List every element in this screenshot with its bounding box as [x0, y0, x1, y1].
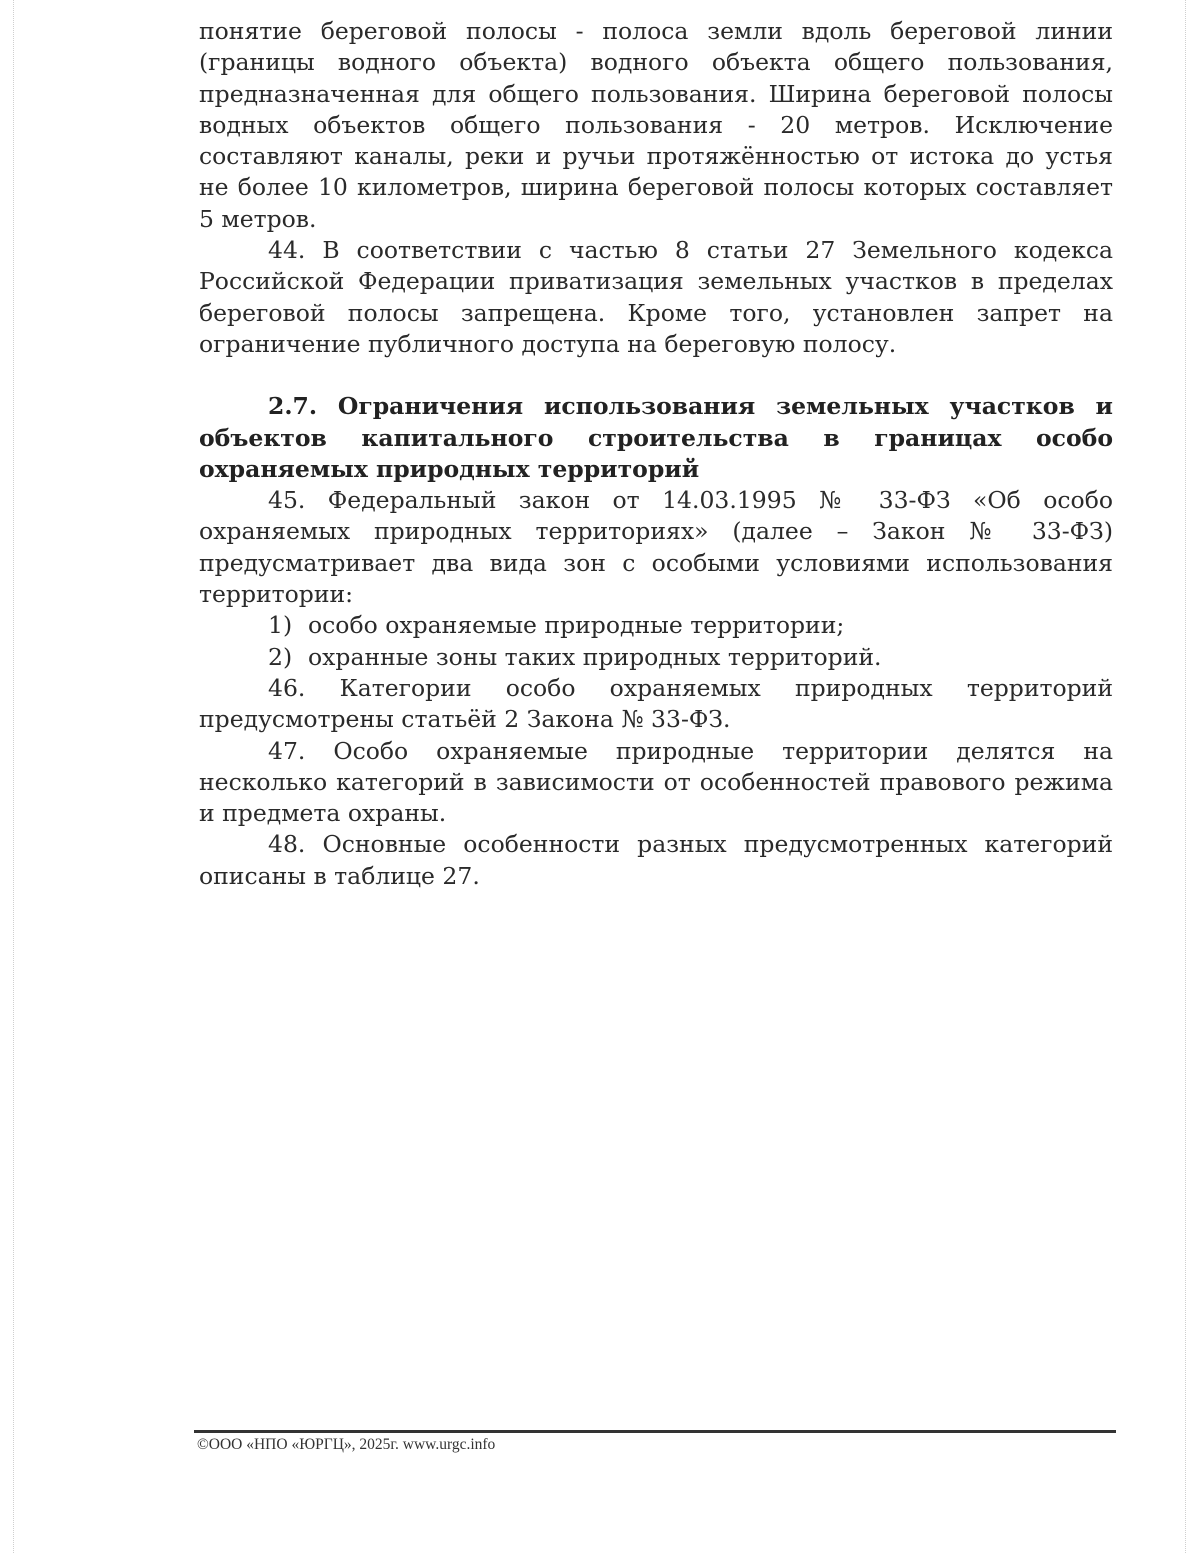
paragraph-47: 47. Особо охраняемые природные территории делятся на несколько категорий в зависимости от особенностей правового режима и предмета охраны.	[199, 736, 1113, 828]
paragraph-44: 44. В соответствии с частью 8 статьи 27 Земельного кодекса Российской Федерации приватизация земельных участков в пределах береговой полосы запрещена. Кроме того, установлен запрет на ограничение публичного доступа на береговую полосу.	[199, 236, 1113, 358]
list-item-number: 1)	[268, 611, 293, 640]
scan-edge-right	[1185, 0, 1187, 1553]
list-item-text: особо охраняемые природные территории;	[308, 611, 845, 640]
footer-divider	[194, 1430, 1116, 1433]
footer-copyright: ©ООО «НПО «ЮРГЦ», 2025г. www.urgc.info	[197, 1436, 496, 1453]
paragraph-48: 48. Основные особенности разных предусмотренных категорий описаны в таблице 27.	[199, 830, 1113, 890]
list-item-number: 2)	[268, 642, 293, 671]
list-item-text: охранные зоны таких природных территорий.	[308, 642, 882, 671]
paragraph-continuation: понятие береговой полосы - полоса земли вдоль береговой линии (границы водного объекта) водного объекта общего пользования, предназначенная для общего пользования. Ширина береговой полосы водных объектов общего пользования - 20 метров. Исключение составляют каналы, реки и ручьи протяжённостью от истока до устья не более 10 километров, ширина береговой полосы которых составляет 5 метров.	[199, 17, 1113, 233]
section-heading: 2.7. Ограничения использования земельных участков и объектов капитального строительства в границах особо охраняемых природных территорий	[199, 392, 1113, 483]
paragraph-45: 45. Федеральный закон от 14.03.1995 № 33-ФЗ «Об особо охраняемых природных территориях» (далее – Закон № 33-ФЗ) предусматривает два вида зон с особыми условиями использования территории:	[199, 486, 1113, 609]
list-item	[199, 610, 1113, 641]
list-item	[199, 642, 1113, 673]
scan-edge-left	[13, 0, 15, 1553]
paragraph-46: 46. Категории особо охраняемых природных территорий предусмотрены статьёй 2 Закона № 33-ФЗ.	[199, 673, 1113, 734]
document-body	[199, 16, 1113, 892]
